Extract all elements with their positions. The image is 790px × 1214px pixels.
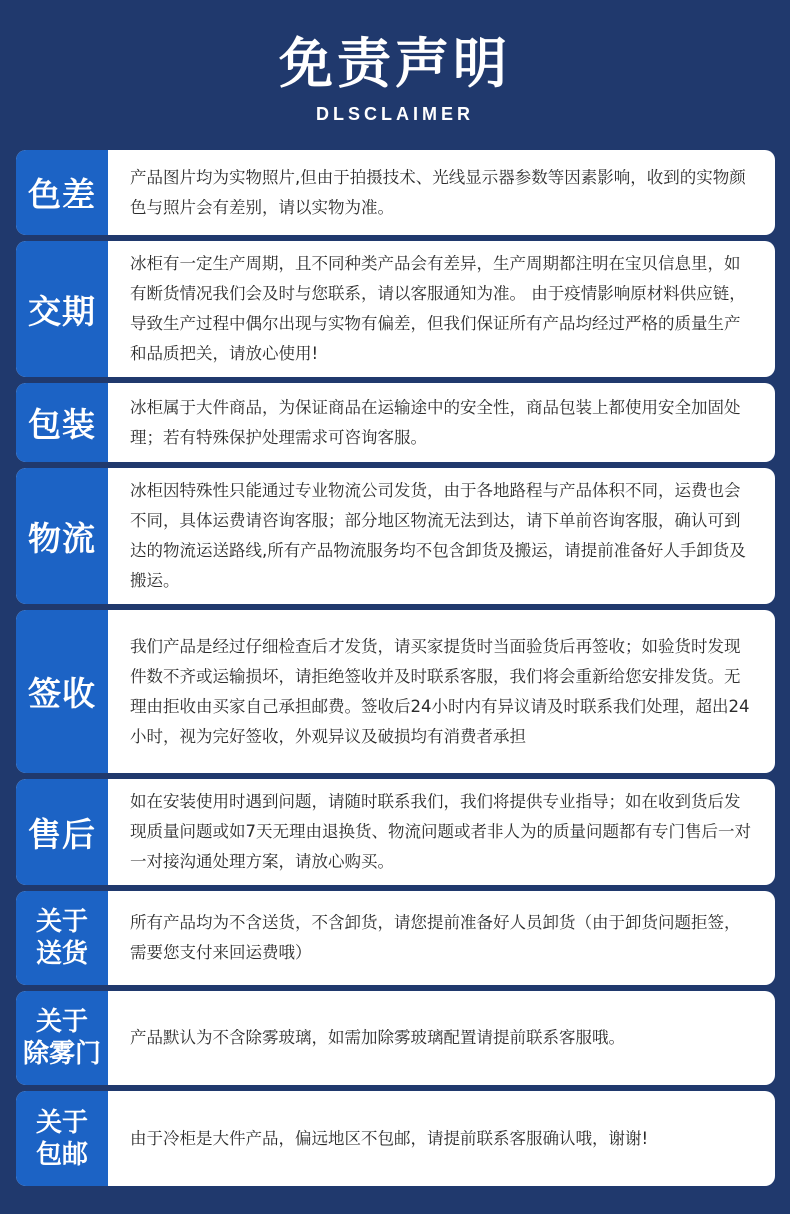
section-label: 关于 包邮 [16,1091,108,1186]
section-signing [16,610,775,773]
section-about-free-shipping [16,1091,775,1186]
section-label: 关于 送货 [16,891,108,985]
section-about-defog-door [16,991,775,1085]
header [0,0,790,138]
section-label: 物流 [16,468,108,604]
section-text: 冰柜有一定生产周期，且不同种类产品会有差异，生产周期都注明在宝贝信息里，如有断货情况我们会及时与您联系，请以客服通知为准。 由于疫情影响原材料供应链，导致生产过程中偶尔出现与实物有偏差，但我们保证所有产品均经过严格的质量生产和品质把关，请放心使用! [130,254,746,363]
section-label: 签收 [16,610,108,773]
section-color-difference [16,150,775,235]
section-label: 售后 [16,779,108,885]
section-label: 交期 [16,241,108,377]
section-text: 冰柜属于大件商品，为保证商品在运输途中的安全性，商品包装上都使用安全加固处理；若有特殊保护处理需求可咨询客服。 [130,397,741,447]
section-about-delivery [16,891,775,985]
section-text: 产品默认为不含除雾玻璃，如需加除雾玻璃配置请提前联系客服哦。 [130,1028,625,1047]
section-delivery-time [16,241,775,377]
section-text: 我们产品是经过仔细检查后才发货，请买家提货时当面验货后再签收；如验货时发现件数不齐或运输损坏，请拒绝签收并及时联系客服，我们将会重新给您安排发货。无理由拒收由买家自己承担邮费。签收后24小时内有异议请及时联系我们处理，超出24小时，视为完好签收，外观异议及破损均有消费者承担 [130,636,750,746]
section-text: 产品图片均为实物照片,但由于拍摄技术、光线显示器参数等因素影响，收到的实物颜色与照片会有差别，请以实物为准。 [130,167,746,217]
page-title: 免责声明 [279,32,511,95]
section-label: 包装 [16,383,108,462]
section-label: 色差 [16,150,108,235]
section-text: 由于冷柜是大件产品，偏远地区不包邮，请提前联系客服确认哦，谢谢! [130,1128,649,1148]
section-text: 如在安装使用时遇到问题，请随时联系我们，我们将提供专业指导；如在收到货后发现质量问题或如7天无理由退换货、物流问题或者非人为的质量问题都有专门售后一对一对接沟通处理方案，请放心购买。 [130,792,751,871]
section-text: 冰柜因特殊性只能通过专业物流公司发货，由于各地路程与产品体积不同，运费也会不同，具体运费请咨询客服；部分地区物流无法到达，请下单前咨询客服，确认可到达的物流运送路线,所有产品物流服务均不包含卸货及搬运，请提前准备好人手卸货及搬运。 [130,481,746,590]
section-packaging [16,383,775,462]
section-label: 关于 除雾门 [16,991,108,1085]
page-subtitle: DLSCLAIMER [316,104,474,124]
section-text: 所有产品均为不含送货，不含卸货，请您提前准备好人员卸货（由于卸货问题拒签，需要您支付来回运费哦） [130,913,741,962]
section-after-sales [16,779,775,885]
section-logistics [16,468,775,604]
